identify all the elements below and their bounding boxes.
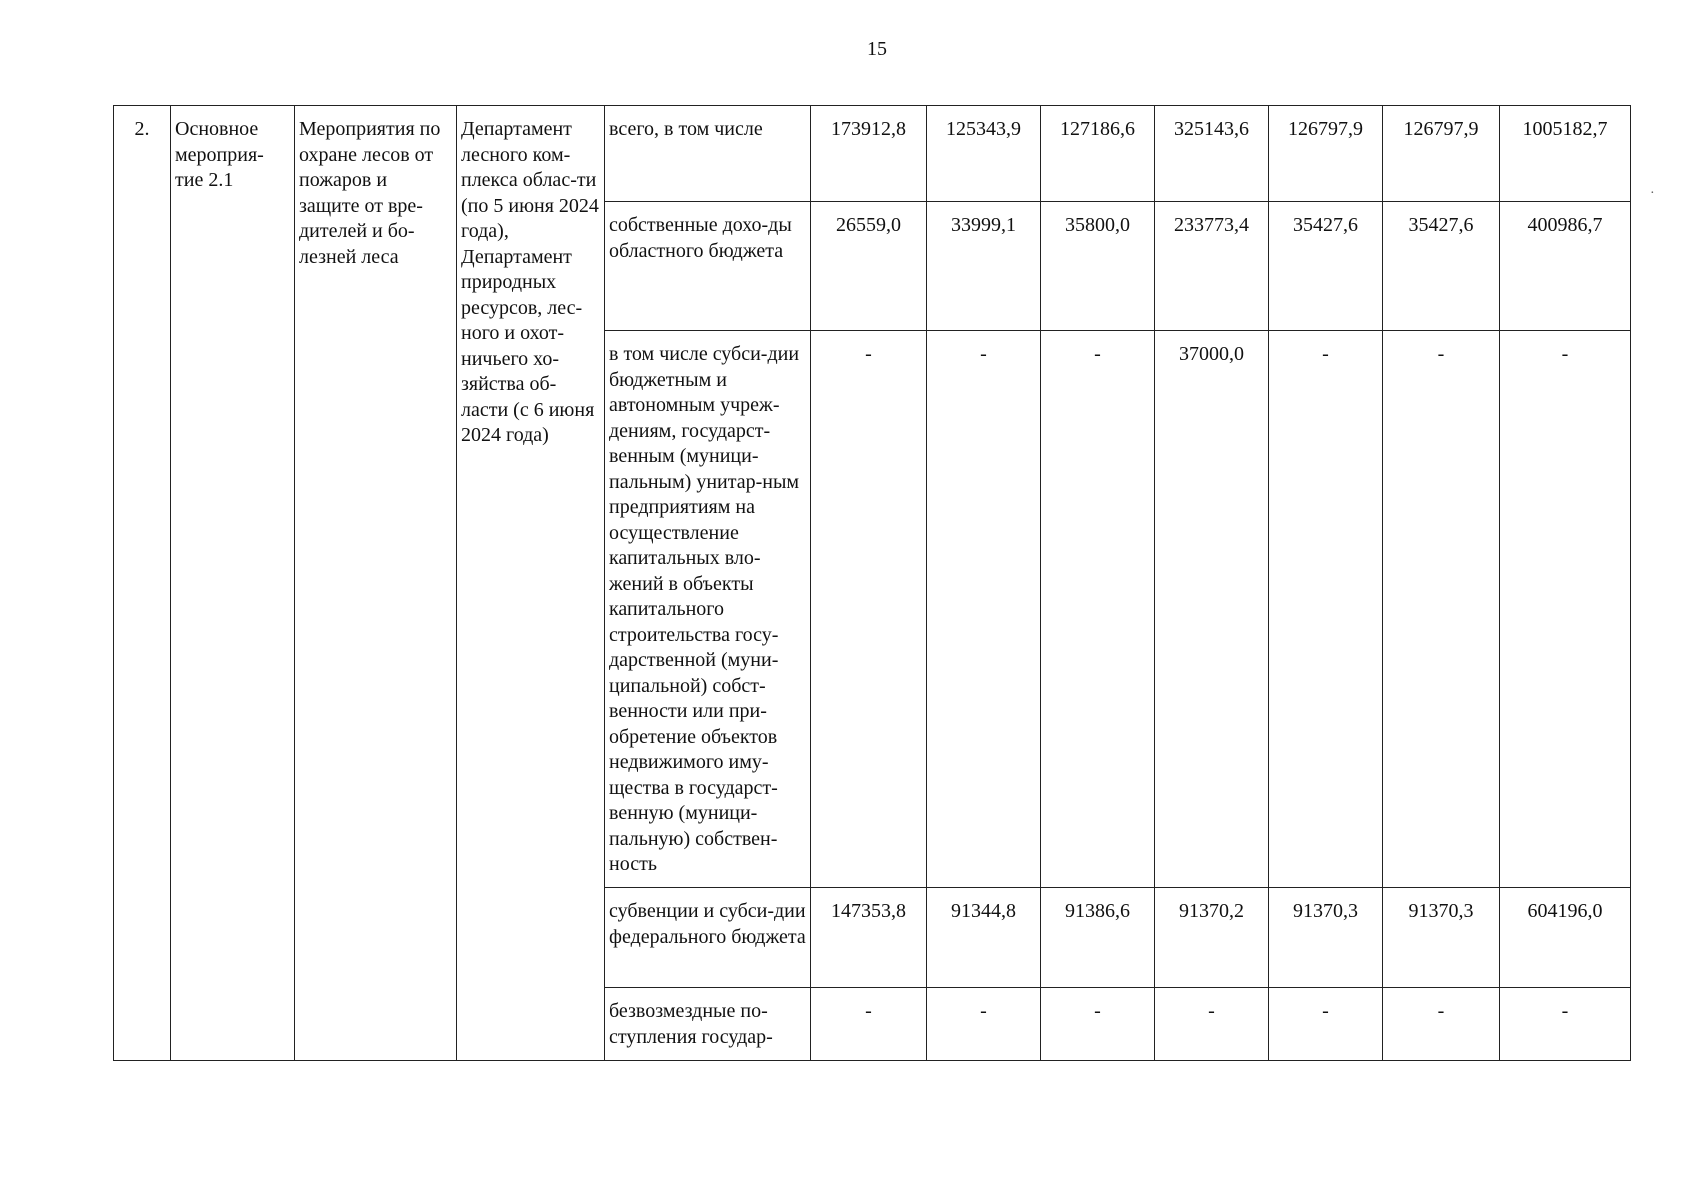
value-cell: 400986,7 [1500,202,1631,331]
value-cell: - [1041,331,1155,888]
value-cell: 233773,4 [1155,202,1269,331]
value-cell: - [1383,331,1500,888]
value-cell: 37000,0 [1155,331,1269,888]
value-cell: 125343,9 [927,106,1041,202]
value-cell: - [1155,988,1269,1061]
value-cell: - [1269,331,1383,888]
event-name: Основное мероприя-тие 2.1 [171,106,295,1061]
row-number: 2. [114,106,171,1061]
value-cell: 604196,0 [1500,888,1631,988]
source-label: субвенции и субси-дии федерального бюджета [605,888,811,988]
value-cell: 127186,6 [1041,106,1155,202]
value-cell: - [1041,988,1155,1061]
table-row [114,106,1631,202]
scan-speck: · [1650,186,1655,201]
value-cell: 325143,6 [1155,106,1269,202]
value-cell: 33999,1 [927,202,1041,331]
budget-table [113,105,1631,1061]
responsible-executor: Департамент лесного ком-плекса облас-ти (по 5 июня 2024 года), Департамент природных ресурсов, лес-ного и охот-ничьего хо-зяйства об-ласти (с 6 июня 2024 года) [457,106,605,1061]
value-cell: 91370,2 [1155,888,1269,988]
value-cell: 35427,6 [1269,202,1383,331]
source-label: собственные дохо-ды областного бюджета [605,202,811,331]
value-cell: 1005182,7 [1500,106,1631,202]
value-cell: 126797,9 [1383,106,1500,202]
page-number: 15 [867,38,887,60]
source-label: в том числе субси-дии бюджетным и автономным учреж-дениям, государст-венным (муници-пальным) унитар-ным предприятиям на осуществление капитальных вло-жений в объекты капитального строительства госу-дарственной (муни-ципальной) собст-венности или при-обретение объектов недвижимого иму-щества в государст-венную (муници-пальную) собствен-ность [605,331,811,888]
value-cell: - [1383,988,1500,1061]
value-cell: - [1500,331,1631,888]
value-cell: - [927,331,1041,888]
value-cell: 147353,8 [811,888,927,988]
value-cell: 91386,6 [1041,888,1155,988]
value-cell: 91344,8 [927,888,1041,988]
value-cell: - [1269,988,1383,1061]
value-cell: 126797,9 [1269,106,1383,202]
value-cell: 173912,8 [811,106,927,202]
value-cell: - [811,988,927,1061]
value-cell: 91370,3 [1269,888,1383,988]
value-cell: - [1500,988,1631,1061]
event-description: Мероприятия по охране лесов от пожаров и защите от вре-дителей и бо-лезней леса [295,106,457,1061]
value-cell: 35427,6 [1383,202,1500,331]
value-cell: - [811,331,927,888]
source-label: всего, в том числе [605,106,811,202]
source-label: безвозмездные по-ступления государ- [605,988,811,1061]
value-cell: 91370,3 [1383,888,1500,988]
value-cell: 35800,0 [1041,202,1155,331]
value-cell: 26559,0 [811,202,927,331]
value-cell: - [927,988,1041,1061]
